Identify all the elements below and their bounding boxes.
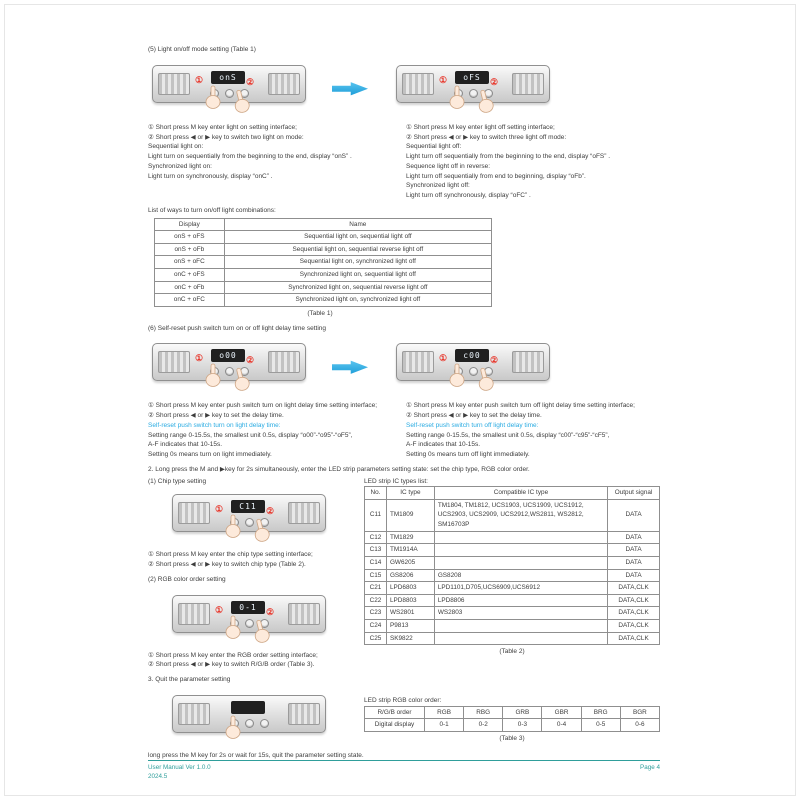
column-header: BGR [620, 706, 659, 719]
page-footer [148, 760, 660, 782]
footer-left [148, 763, 211, 782]
section-6-devices [152, 335, 660, 399]
delay-off-notes [406, 431, 660, 460]
table-cell: 0-5 [581, 719, 620, 732]
quit-title: 3. Quit the parameter setting [148, 676, 231, 684]
table-row [155, 281, 492, 294]
wiring-terminal-left [178, 703, 210, 725]
led-controller-device [172, 687, 324, 751]
right-key [260, 719, 269, 728]
column-header: Name [224, 218, 491, 231]
table-row [365, 569, 660, 582]
spacer [364, 658, 660, 696]
table-cell: Synchronized light on, sequential light off [224, 268, 491, 281]
wiring-terminal-left [158, 73, 190, 95]
text-line: ① Short press M key enter push switch turn off light delay time setting interface; [406, 402, 635, 410]
table-cell: onC + oFC [155, 294, 225, 307]
step-1-marker: ① [215, 604, 224, 615]
pointing-hand-icon [224, 514, 242, 538]
wiring-terminal-right [288, 603, 320, 625]
chip-type-title: (1) Chip type setting [148, 477, 207, 485]
table-row [365, 544, 660, 557]
table-3-caption: (Table 3) [499, 734, 525, 742]
text-line: Setting range 0-15.5s, the smallest unit 0.5s, display “o00”-“o95”-“oF5”, [148, 431, 353, 439]
wiring-terminal-right [512, 73, 544, 95]
digital-display: 0-1 [231, 601, 265, 614]
table-header-row [365, 706, 660, 719]
table-cell: TM1829 [386, 531, 434, 544]
rgb-color-order-table [364, 706, 660, 732]
table-cell: C23 [365, 607, 387, 620]
wiring-terminal-right [268, 73, 300, 95]
table-cell: P9813 [386, 619, 434, 632]
table-cell: DATA [608, 531, 660, 544]
table-cell: onS + oFS [155, 231, 225, 244]
blue-right-arrow-icon [332, 81, 368, 96]
table-cell: LPD8803 [386, 594, 434, 607]
table-header-row [155, 218, 492, 231]
digital-display: onS [211, 71, 245, 84]
table-cell [434, 544, 607, 557]
section-6-instructions [148, 401, 660, 460]
table-row [155, 294, 492, 307]
table-cell: onC + oFb [155, 281, 225, 294]
section-5-title: (5) Light on/off mode setting (Table 1) [148, 46, 256, 53]
table-cell: LPD6803 [386, 582, 434, 595]
wiring-terminal-right [288, 703, 320, 725]
table-cell: DATA [608, 499, 660, 531]
table-cell: DATA [608, 569, 660, 582]
led-controller-device [396, 57, 548, 121]
text-line: A-F indicates that 10-15s. [406, 441, 481, 449]
wiring-terminal-left [158, 351, 190, 373]
table-cell: TM1804, TM1812, UCS1903, UCS1909, UCS1912, UCS2903, UCS2909, UCS2912,WS2811, WS2812, SM16703P [434, 499, 607, 531]
table-row [155, 231, 492, 244]
table-cell: 0-3 [503, 719, 542, 732]
table-cell [434, 531, 607, 544]
step-1-marker: ① [215, 504, 224, 515]
led-controller-device [152, 57, 304, 121]
table-cell [434, 556, 607, 569]
table-row [155, 256, 492, 269]
table-cell [434, 619, 607, 632]
text-line: ① Short press M key enter the chip type setting interface; [148, 551, 313, 559]
pointing-hand-icon [448, 85, 466, 109]
column-header: No. [365, 487, 387, 500]
led-controller-device [152, 335, 304, 399]
table-row [365, 531, 660, 544]
table-row [365, 499, 660, 531]
led-controller-device [396, 335, 548, 399]
step-2-marker: ② [266, 506, 275, 517]
ic-types-list-title: LED strip IC types list: [364, 477, 428, 485]
light-on-instructions [148, 123, 398, 201]
rgb-order-steps [148, 651, 356, 671]
column-header: RGB [425, 706, 464, 719]
text-line: Synchronized light off: [406, 182, 470, 190]
rgb-order-title: (2) RGB color order setting [148, 575, 226, 583]
table-cell [434, 632, 607, 645]
text-line: Setting range 0-15.5s, the smallest unit 0.5s, display “c00”-“c95”-“cF5”, [406, 431, 610, 439]
column-header: IC type [386, 487, 434, 500]
section-5-instructions [148, 123, 660, 201]
delay-on-notes [148, 431, 398, 460]
digital-display [231, 701, 265, 714]
step-1-marker: ① [439, 74, 448, 85]
section-5-devices [152, 57, 660, 121]
wiring-terminal-right [268, 351, 300, 373]
text-line: ① Short press M key enter push switch turn on light delay time setting interface; [148, 402, 378, 410]
text-line: Sequential light on: [148, 143, 204, 151]
table-cell: onC + oFS [155, 268, 225, 281]
column-header: GBR [542, 706, 581, 719]
table-row [365, 556, 660, 569]
table-1-caption: (Table 1) [307, 309, 333, 317]
wiring-terminal-left [402, 351, 434, 373]
onoff-combinations-table [154, 218, 492, 307]
text-line: Synchronized light on: [148, 162, 212, 170]
text-line: Setting 0s means turn off light immediately. [406, 451, 530, 459]
table-cell: Sequential light on, sequential light off [224, 231, 491, 244]
wiring-terminal-left [178, 502, 210, 524]
pointing-hand-icon [204, 85, 222, 109]
table-row [365, 619, 660, 632]
delay-on-note-title: Self-reset push switch turn on light delay time: [148, 421, 281, 429]
delay-off-note-title: Self-reset push switch turn off light delay time: [406, 421, 539, 429]
column-header: Output signal [608, 487, 660, 500]
wiring-terminal-left [402, 73, 434, 95]
table-cell: DATA,CLK [608, 607, 660, 620]
table-row [365, 582, 660, 595]
table-cell: Synchronized light on, synchronized light off [224, 294, 491, 307]
text-line: Light turn off sequentially from end to beginning, display “oFb”. [406, 172, 586, 180]
step-2-marker: ② [490, 76, 499, 87]
m-key [245, 719, 254, 728]
table-cell: C12 [365, 531, 387, 544]
text-line: Setting 0s means turn on light immediately. [148, 451, 272, 459]
step-2-marker: ② [266, 606, 275, 617]
digital-display: C11 [231, 500, 265, 513]
table-2-caption: (Table 2) [499, 648, 525, 656]
device-body [172, 494, 326, 532]
column-header: BRG [581, 706, 620, 719]
column-header: Display [155, 218, 225, 231]
text-line: ① Short press M key enter the RGB order setting interface; [148, 651, 318, 659]
digital-display: c00 [455, 349, 489, 362]
table-cell: DATA,CLK [608, 582, 660, 595]
step-1-marker: ① [195, 353, 204, 364]
text-line: A-F indicates that 10-15s. [148, 441, 223, 449]
led-controller-device [172, 587, 324, 651]
table-row [365, 719, 660, 732]
text-line: Light turn on synchronously, display “onC” . [148, 172, 273, 180]
step-1-marker: ① [439, 353, 448, 364]
table-cell: onS + oFC [155, 256, 225, 269]
page-content [148, 40, 660, 761]
text-line: Light turn off sequentially from the beginning to the end, display “oFS” . [406, 153, 611, 160]
table-cell: GW6205 [386, 556, 434, 569]
column-header: RBG [464, 706, 503, 719]
table-cell: TM1914A [386, 544, 434, 557]
digital-display: o00 [211, 349, 245, 362]
delay-off-instructions [406, 401, 660, 460]
digital-display: oFS [455, 71, 489, 84]
pointing-hand-icon [204, 363, 222, 387]
ic-types-table [364, 486, 660, 645]
text-line: Sequential light off: [406, 143, 462, 151]
device-body [396, 343, 550, 381]
text-line: ② Short press ◀ or ▶ key to switch R/G/B order (Table 3). [148, 661, 315, 669]
device-body [172, 595, 326, 633]
table-cell: Sequential light on, sequential reverse light off [224, 243, 491, 256]
delay-on-steps [148, 401, 398, 421]
table-cell: DATA,CLK [608, 632, 660, 645]
pointing-hand-icon [448, 363, 466, 387]
table-cell: C21 [365, 582, 387, 595]
wiring-terminal-right [288, 502, 320, 524]
table-cell: 0-2 [464, 719, 503, 732]
table-cell: LPD8806 [434, 594, 607, 607]
table-cell: Sequential light on, synchronized light off [224, 256, 491, 269]
text-line: ② Short press ◀ or ▶ key to switch three light off mode: [406, 133, 567, 141]
table-cell: SK9822 [386, 632, 434, 645]
delay-off-steps [406, 401, 660, 421]
step-2-marker: ② [246, 76, 255, 87]
table-cell: 0-4 [542, 719, 581, 732]
table-row [155, 268, 492, 281]
wiring-terminal-right [512, 351, 544, 373]
table-cell: C13 [365, 544, 387, 557]
table-cell: C22 [365, 594, 387, 607]
table-row [365, 632, 660, 645]
rgb-color-order-title: LED strip RGB color order: [364, 696, 442, 704]
led-controller-device [172, 486, 324, 550]
table-cell: C15 [365, 569, 387, 582]
chip-type-steps [148, 550, 356, 570]
table-cell: C14 [365, 556, 387, 569]
table-cell: DATA,CLK [608, 594, 660, 607]
table-row [155, 243, 492, 256]
table-cell: 0-1 [425, 719, 464, 732]
parameter-tables-column [364, 477, 660, 761]
manual-version: User Manual Ver 1.0.0 [148, 764, 211, 771]
table-cell: DATA [608, 544, 660, 557]
column-header: R/G/B order [365, 706, 425, 719]
table-cell: C11 [365, 499, 387, 531]
table-cell: C25 [365, 632, 387, 645]
text-line: ② Short press ◀ or ▶ key to set the delay time. [406, 412, 542, 420]
table-cell: Synchronized light on, sequential reverse light off [224, 281, 491, 294]
text-line: Sequence light off in reverse: [406, 162, 491, 170]
table-cell: DATA,CLK [608, 619, 660, 632]
table-cell: C24 [365, 619, 387, 632]
device-body [152, 65, 306, 103]
quit-instruction: long press the M key for 2s or wait for 15s, quit the parameter setting state. [148, 751, 364, 759]
wiring-terminal-left [178, 603, 210, 625]
step-1-marker: ① [195, 74, 204, 85]
parameter-steps-column [148, 477, 364, 761]
table-header-row [365, 487, 660, 500]
table-cell: TM1809 [386, 499, 434, 531]
text-line: ① Short press M key enter light on setting interface; [148, 123, 297, 131]
table-cell: 0-6 [620, 719, 659, 732]
combinations-label: List of ways to turn on/off light combinations: [148, 206, 276, 214]
table-cell: GS8206 [386, 569, 434, 582]
section-6-title: (6) Self-reset push switch turn on or off light delay time setting [148, 324, 326, 332]
table-cell: onS + oFb [155, 243, 225, 256]
pointing-hand-icon [224, 715, 242, 739]
table-cell: WS2803 [434, 607, 607, 620]
manual-date: 2024.5 [148, 773, 168, 781]
step-2-marker: ② [246, 355, 255, 366]
step-2-marker: ② [490, 355, 499, 366]
text-line: Light turn on sequentially from the beginning to the end, display “onS” . [148, 153, 352, 160]
table-cell: GS8208 [434, 569, 607, 582]
text-line: ① Short press M key enter light off setting interface; [406, 123, 555, 131]
table-cell: LPD1101,D705,UCS6909,UCS6912 [434, 582, 607, 595]
text-line: Light turn off synchronously, display “oFC” . [406, 192, 531, 199]
text-line: ② Short press ◀ or ▶ key to set the delay time. [148, 412, 284, 420]
light-off-instructions [406, 123, 660, 201]
text-line: ② Short press ◀ or ▶ key to switch two light on mode: [148, 133, 304, 141]
text-line: ② Short press ◀ or ▶ key to switch chip type (Table 2). [148, 561, 306, 569]
table-cell: DATA [608, 556, 660, 569]
column-header: GRB [503, 706, 542, 719]
parameter-setting-area [148, 477, 660, 761]
table-cell: Digital display [365, 719, 425, 732]
column-header: Compatible IC type [434, 487, 607, 500]
table-row [365, 607, 660, 620]
device-body [172, 695, 326, 733]
device-body [396, 65, 550, 103]
device-body [152, 343, 306, 381]
section-2-intro: 2. Long press the M and ▶key for 2s simultaneously, enter the LED strip parameters setting state: set the chip type, RGB color order. [148, 465, 530, 473]
blue-right-arrow-icon [332, 360, 368, 375]
delay-on-instructions [148, 401, 398, 460]
page-number: Page 4 [640, 764, 660, 771]
pointing-hand-icon [224, 615, 242, 639]
table-row [365, 594, 660, 607]
table-cell: WS2801 [386, 607, 434, 620]
